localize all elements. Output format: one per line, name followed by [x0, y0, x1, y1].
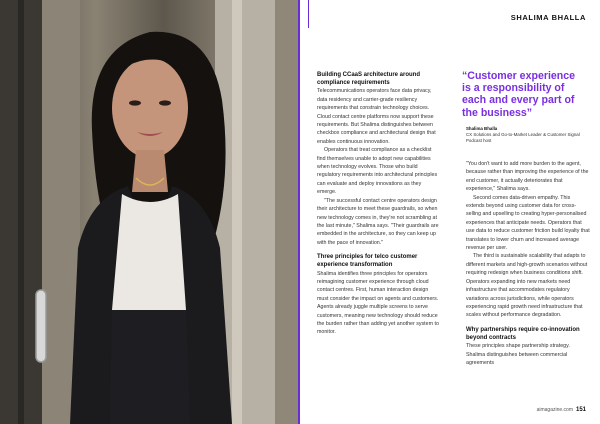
- body-paragraph: Telecommunications operators face data privacy, data residency and carrier-grade resiliency requirements that constrain technology choices. Cloud contact centre platforms now support these requirements. But Shalima distinguishes between checkbox compliance and architectural design that enables continuous innovation.: [317, 88, 436, 145]
- page-number: 151: [575, 407, 586, 413]
- section-heading: Why partnerships require co-innovation beyond contracts: [466, 326, 580, 341]
- running-header: SHALIMA BHALLA: [510, 13, 586, 22]
- article-column-left: [317, 71, 439, 337]
- section-heading: Building CCaaS architecture around compliance requirements: [317, 72, 421, 87]
- body-paragraph: The third is sustainable scalability that adapts to different markets and high-growth scenarios without requiring redesign when business conditions shift. Operators expanding into new markets need infrastructure that accommodates regulatory variations across jurisdictions, while operators experiencing rapid growth need infrastructure that scales without performance degradation.: [466, 253, 588, 319]
- body-paragraph: Shalima identifies three principles for operators reimagining customer experience through cloud contact centres. First, human interaction design must consider the impact on agents and customers. Agents already juggle multiple screens to serve customers, meaning new technology should reduce the burden rather than adding yet another system to monitor.: [317, 270, 439, 336]
- quote-name: Shalima Bhalla: [466, 126, 498, 131]
- body-paragraph: Operators that treat compliance as a checklist find themselves unable to adopt new capabilities when technology evolves. Those who build regulatory requirements into architectural principles can evaluate and deploy innovations as they emerge.: [317, 147, 438, 196]
- article-column-right: [466, 160, 590, 367]
- body-paragraph: These principles shape partnership strategy. Shalima distinguishes between commercial agreements: [466, 343, 570, 366]
- quote-role: CX Solutions and Go-to-Market Leader & Customer Signal Podcast host: [466, 132, 580, 143]
- footer-site: aimagazine.com: [536, 407, 573, 413]
- body-paragraph: "The successful contact centre operators design their architecture to meet these guardrails, so when new technology comes in, they're not scrambling at the last minute," Shalima says. "Their guardrails are embedded in the architecture, so they can keep up with the pace of innovation.": [317, 197, 439, 246]
- portrait-illustration: [0, 0, 298, 424]
- body-paragraph: Second comes data-driven empathy. This extends beyond using customer data for cross-selling and upselling to creating hyper-personalised experiences that anticipate needs. Operators that use data to reduce customer friction build loyalty that translates to lower churn and increased average revenue per user.: [466, 194, 590, 252]
- body-paragraph: "You don't want to add more burden to the agent, because rather than improving the experience of the end customer, it actually deteriorates that experience," Shalima says.: [466, 161, 589, 193]
- section-heading: Three principles for telco customer experience transformation: [317, 254, 418, 269]
- pull-quote: “Customer experience is a responsibility of each and every part of the business”: [462, 70, 576, 119]
- article-page: [300, 0, 600, 424]
- portrait-photo: [0, 0, 298, 424]
- quote-attribution: [466, 126, 590, 144]
- page-footer: [537, 407, 586, 413]
- accent-rule: [308, 0, 309, 28]
